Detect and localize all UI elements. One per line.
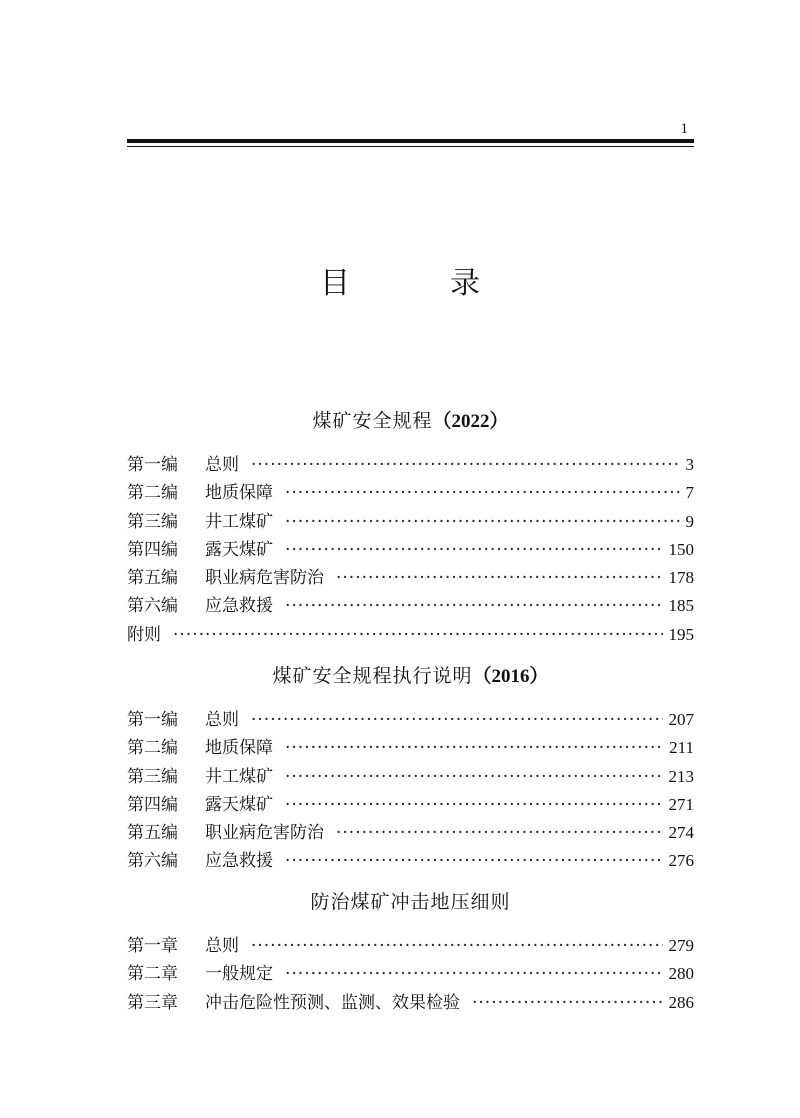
section-title-year: （2016）: [472, 666, 549, 687]
section-title: [127, 401, 694, 441]
toc-entry-page: 207: [668, 710, 694, 729]
toc-entry[interactable]: [127, 536, 694, 564]
toc-leader-dots: [285, 960, 663, 988]
toc-entry-number: 第五编: [127, 568, 178, 589]
toc-entry-label: 露天煤矿: [205, 539, 273, 560]
toc-entry-page: 271: [668, 794, 694, 814]
section-title-text: 防治煤矿冲击地压细则: [310, 891, 511, 913]
toc-entry[interactable]: [127, 932, 694, 960]
toc-leader-dots: [251, 706, 663, 734]
toc-entry-number: 第一编: [127, 455, 178, 475]
section-title-text: 煤矿安全规程执行说明: [272, 665, 473, 687]
toc-entry-number: 第四编: [127, 794, 178, 815]
toc-entry-label: 总则: [205, 936, 239, 956]
toc-entry-label: 露天煤矿: [205, 794, 273, 815]
title-char-right: 录: [450, 266, 480, 301]
section-title-text: 煤矿安全规程: [312, 410, 433, 432]
toc-leader-dots: [336, 564, 663, 592]
toc-entry[interactable]: [127, 508, 694, 536]
toc-entry-page: 280: [668, 964, 694, 984]
toc-list: [127, 451, 694, 649]
toc-entry-number: 第四编: [127, 539, 178, 560]
toc-entry-number: 第二编: [127, 483, 178, 504]
toc-entry-number: 第三章: [127, 992, 178, 1013]
toc-entry[interactable]: [127, 763, 694, 791]
toc-leader-dots: [285, 592, 663, 620]
toc-entry-label: 井工煤矿: [205, 511, 273, 532]
toc-entry[interactable]: [127, 592, 694, 620]
toc-entry-page: 195: [668, 624, 694, 644]
toc-entry-page: 178: [668, 568, 694, 588]
page-title: [0, 258, 800, 302]
toc-entry-label: 地质保障: [205, 483, 273, 504]
toc-entry-label: 总则: [205, 710, 239, 730]
toc-entry[interactable]: [127, 819, 694, 847]
toc-entry[interactable]: [127, 706, 694, 734]
toc-entry[interactable]: [127, 621, 694, 649]
toc-leader-dots: [251, 932, 663, 960]
toc-entry-number: 第二章: [127, 964, 178, 985]
section-title: [127, 882, 694, 922]
toc-entry-number: 第一章: [127, 936, 178, 956]
toc-entry-label: 总则: [205, 455, 239, 475]
toc-entry-number: 附则: [127, 624, 161, 645]
toc-entry-number: 第三编: [127, 766, 178, 787]
toc-entry-page: 276: [668, 851, 694, 871]
toc-entry-number: 第一编: [127, 710, 178, 730]
toc-entry[interactable]: [127, 847, 694, 875]
toc-entry-page: 7: [685, 483, 694, 503]
toc-list: [127, 932, 694, 1017]
toc-leader-dots: [285, 734, 663, 762]
toc-leader-dots: [472, 989, 663, 1017]
title-char-left: 目: [320, 266, 350, 301]
toc-entry-page: 9: [685, 511, 694, 531]
toc-entry-label: 地质保障: [205, 738, 273, 759]
toc-leader-dots: [285, 791, 663, 819]
toc-entry-label: 一般规定: [205, 964, 273, 985]
toc-entry-page: 211: [669, 738, 694, 758]
section-title-year: （2022）: [432, 411, 509, 432]
toc-entry-page: 150: [668, 539, 694, 559]
toc-leader-dots: [285, 847, 663, 875]
toc-entry-label: 井工煤矿: [205, 766, 273, 787]
toc-leader-dots: [285, 763, 663, 791]
toc-entry[interactable]: [127, 989, 694, 1017]
toc-entry[interactable]: [127, 451, 694, 479]
section-title: [127, 656, 694, 696]
toc-section-regulations-explanation-2016: [127, 656, 694, 876]
toc-entry[interactable]: [127, 734, 694, 762]
toc-leader-dots: [173, 621, 663, 649]
toc-entry[interactable]: [127, 564, 694, 592]
toc-entry-number: 第六编: [127, 851, 178, 872]
toc-entry-number: 第六编: [127, 596, 178, 617]
toc-list: [127, 706, 694, 876]
toc-leader-dots: [285, 508, 680, 536]
toc-entry-label: 职业病危害防治: [205, 823, 324, 844]
toc-entry-page: 286: [668, 992, 694, 1012]
toc-leader-dots: [336, 819, 663, 847]
toc-section-rockburst-rules: [127, 882, 694, 1017]
toc-section-regulations-2022: [127, 401, 694, 649]
toc-leader-dots: [251, 451, 680, 479]
toc-entry-page: 185: [668, 596, 694, 616]
toc-entry-label: 职业病危害防治: [205, 568, 324, 589]
toc-entry-page: 213: [668, 766, 694, 786]
toc-leader-dots: [285, 479, 680, 507]
header-rule-thin: [127, 146, 694, 147]
toc-entry-page: 274: [668, 823, 694, 843]
toc-entry-number: 第二编: [127, 738, 178, 759]
toc-leader-dots: [285, 536, 663, 564]
toc-entry[interactable]: [127, 479, 694, 507]
page-number: 1: [680, 121, 688, 137]
toc-entry[interactable]: [127, 960, 694, 988]
header-rule-thick: [127, 139, 694, 143]
toc-entry-page: 3: [685, 455, 694, 474]
toc-entry-number: 第三编: [127, 511, 178, 532]
toc-entry-label: 应急救援: [205, 596, 273, 617]
toc-entry-page: 279: [668, 936, 694, 955]
toc-entry-label: 冲击危险性预测、监测、效果检验: [205, 992, 460, 1013]
toc-entry-label: 应急救援: [205, 851, 273, 872]
toc-entry[interactable]: [127, 791, 694, 819]
toc-entry-number: 第五编: [127, 823, 178, 844]
